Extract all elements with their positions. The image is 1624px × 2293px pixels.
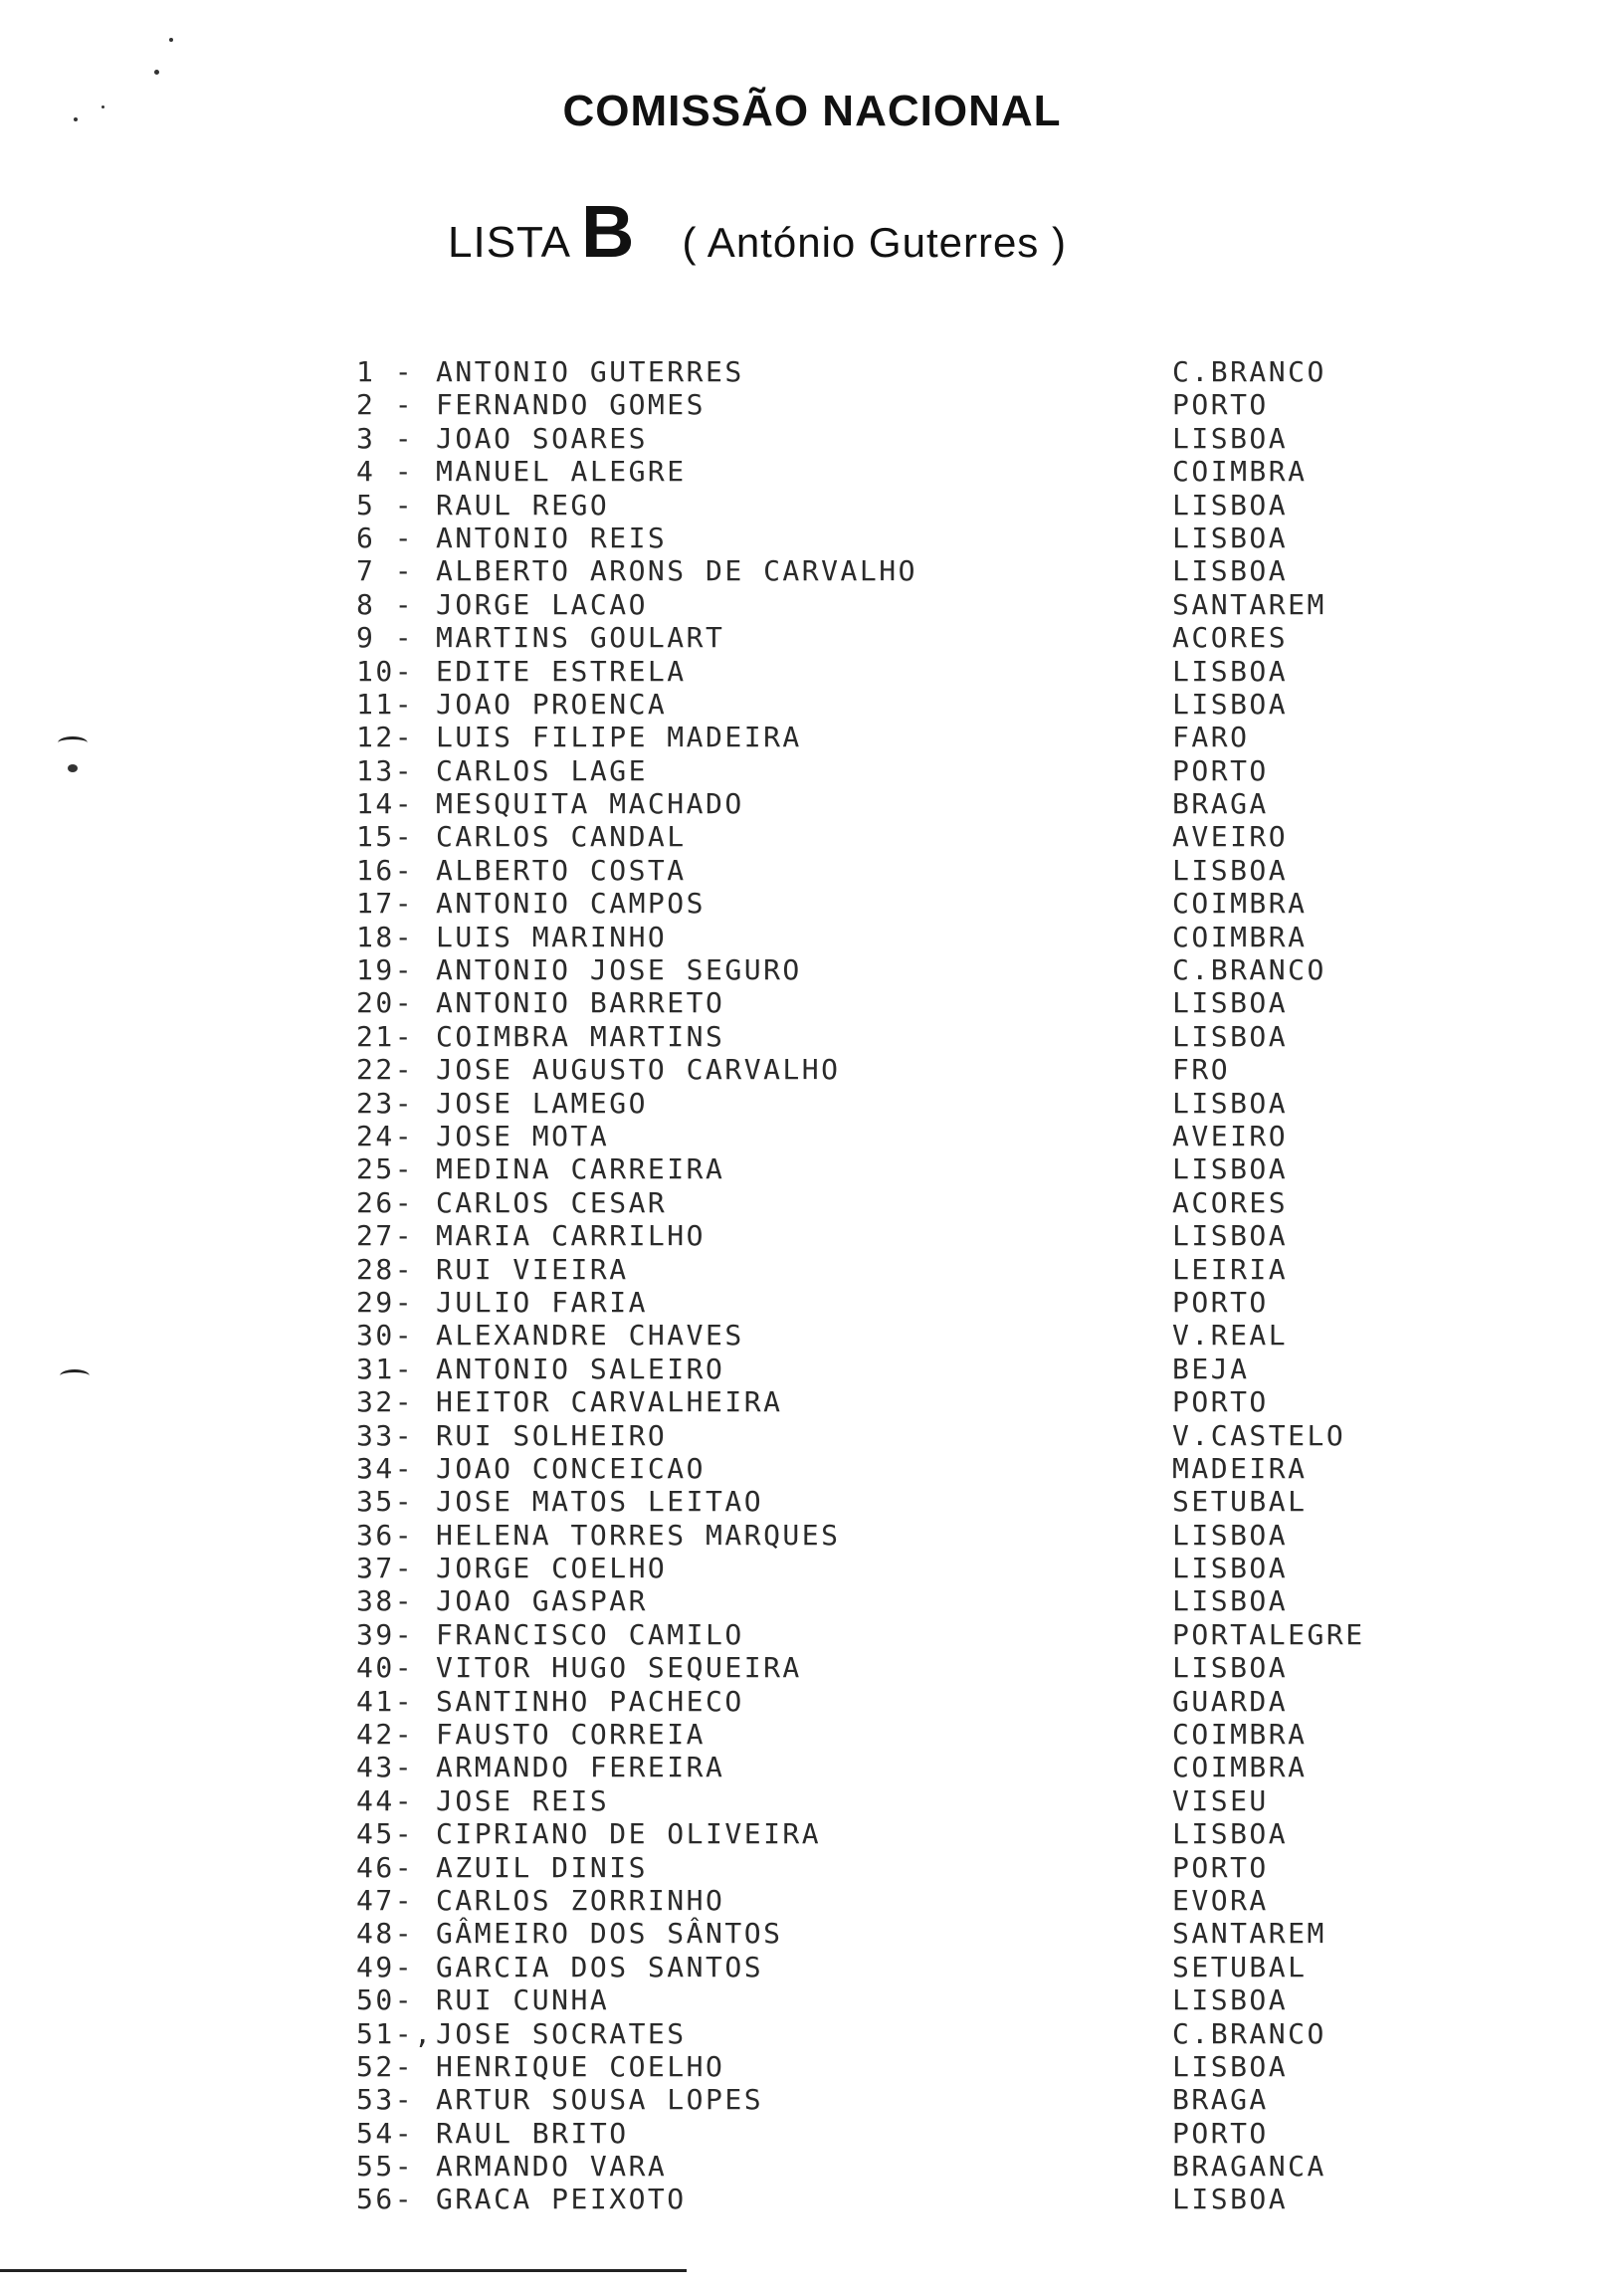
entry-num: 40-: [356, 1651, 415, 1685]
entry-name: JORGE COELHO: [436, 1552, 668, 1585]
entry-name: CARLOS LAGE: [436, 753, 648, 787]
list-item: [356, 1884, 1411, 1917]
entry-num: 37-: [356, 1552, 415, 1585]
entry-num: 12-: [356, 721, 415, 754]
list-item: [356, 1253, 1411, 1286]
entry-place: AVEIRO: [1172, 1119, 1289, 1152]
scan-speck: [68, 764, 78, 772]
entry-place: FRO: [1172, 1053, 1231, 1087]
entry-name: ANTONIO CAMPOS: [436, 887, 707, 921]
entry-place: LEIRIA: [1172, 1252, 1289, 1286]
entry-num: 47-: [356, 1883, 415, 1917]
list-item: [356, 887, 1411, 920]
list-item: [356, 1584, 1411, 1617]
list-item: [356, 986, 1411, 1019]
entry-place: LISBOA: [1172, 554, 1289, 588]
list-item: [356, 554, 1411, 587]
entry-num: 41-: [356, 1684, 415, 1718]
entry-place: LISBOA: [1172, 521, 1289, 554]
entry-name: AZUIL DINIS: [436, 1850, 648, 1884]
entry-name: LUIS MARINHO: [436, 920, 668, 953]
entry-name: ANTONIO SALEIRO: [436, 1352, 725, 1385]
entry-num: 33-: [356, 1418, 415, 1452]
list-item: [356, 1353, 1411, 1385]
entry-place: FARO: [1172, 721, 1250, 754]
list-item: [356, 1120, 1411, 1152]
entry-num: 21-: [356, 1019, 415, 1053]
list-item: [356, 1618, 1411, 1651]
entry-name: MARTINS GOULART: [436, 621, 725, 655]
scan-speck: [154, 70, 159, 75]
entry-num: 45-: [356, 1817, 415, 1851]
entry-name: HENRIQUE COELHO: [436, 2049, 725, 2083]
entry-name: ANTONIO REIS: [436, 521, 668, 554]
entry-name: RUI SOLHEIRO: [436, 1418, 668, 1452]
list-item: [356, 721, 1411, 753]
entry-place: LISBOA: [1172, 1019, 1289, 1053]
entry-name: MESQUITA MACHADO: [436, 787, 744, 821]
list-item: [356, 854, 1411, 887]
entry-place: LISBOA: [1172, 2049, 1289, 2083]
list-item: [356, 2017, 1411, 2050]
entry-num: 35-: [356, 1485, 415, 1519]
list-item: [356, 754, 1411, 787]
entry-name: CARLOS ZORRINHO: [436, 1883, 725, 1917]
list-item: [356, 588, 1411, 621]
entry-num: 18-: [356, 920, 415, 953]
entry-num: 17-: [356, 887, 415, 921]
entry-num: 53-: [356, 2083, 415, 2117]
entry-num: 30-: [356, 1319, 415, 1353]
list-item: [356, 655, 1411, 688]
list-item: [356, 621, 1411, 654]
entry-name: MEDINA CARREIRA: [436, 1152, 725, 1186]
entry-name: CARLOS CESAR: [436, 1185, 668, 1219]
list-item: [356, 787, 1411, 820]
entry-num: 20-: [356, 986, 415, 1020]
entry-place: LISBOA: [1172, 2183, 1289, 2216]
entry-place: COIMBRA: [1172, 887, 1308, 921]
entry-name: SANTINHO PACHECO: [436, 1684, 744, 1718]
entry-num: 6 -: [356, 521, 415, 554]
list-item: [356, 2083, 1411, 2116]
entry-num: 19-: [356, 953, 415, 987]
entry-place: LISBOA: [1172, 1651, 1289, 1685]
list-item: [356, 489, 1411, 521]
entry-num: 8 -: [356, 587, 415, 621]
entry-place: BRAGANCA: [1172, 2150, 1326, 2184]
entry-name: JOSE MOTA: [436, 1119, 610, 1152]
entry-name: RAUL BRITO: [436, 2116, 629, 2150]
list-item: [356, 1651, 1411, 1684]
list-item: [356, 521, 1411, 554]
list-item: [356, 820, 1411, 853]
entry-num: 4 -: [356, 455, 415, 489]
entry-place: LISBOA: [1172, 654, 1289, 688]
entry-num: 15-: [356, 820, 415, 854]
entry-place: SANTAREM: [1172, 1917, 1326, 1951]
entry-place: PORTO: [1172, 1385, 1269, 1419]
entry-num: 11-: [356, 687, 415, 721]
list-item: [356, 422, 1411, 455]
list-item: [356, 1053, 1411, 1086]
entry-name: EDITE ESTRELA: [436, 654, 687, 688]
entry-name: ARMANDO VARA: [436, 2150, 668, 2184]
entry-name: JOAO SOARES: [436, 421, 648, 455]
entry-place: PORTO: [1172, 2116, 1269, 2150]
entry-place: LISBOA: [1172, 853, 1289, 887]
entry-name: JOAO GASPAR: [436, 1584, 648, 1618]
list-item: [356, 1385, 1411, 1418]
entry-num: 44-: [356, 1783, 415, 1817]
entry-name: GARCIA DOS SANTOS: [436, 1950, 764, 1983]
entry-place: COIMBRA: [1172, 455, 1308, 489]
entry-place: SANTAREM: [1172, 587, 1326, 621]
candidate-name: ( António Guterres ): [682, 219, 1067, 266]
entry-place: PORTO: [1172, 388, 1269, 422]
list-item: [356, 1851, 1411, 1884]
entry-num: 49-: [356, 1950, 415, 1983]
entry-place: SETUBAL: [1172, 1485, 1308, 1519]
list-item: [356, 1087, 1411, 1120]
list-item: [356, 1917, 1411, 1950]
list-item: [356, 1485, 1411, 1518]
entry-name: HELENA TORRES MARQUES: [436, 1518, 841, 1552]
entry-place: V.REAL: [1172, 1319, 1289, 1353]
entry-place: C.BRANCO: [1172, 355, 1326, 388]
lista-label: LISTA: [448, 218, 572, 267]
entry-num: 25-: [356, 1152, 415, 1186]
list-item: [356, 1751, 1411, 1783]
entry-place: BRAGA: [1172, 2083, 1269, 2117]
entry-place: SETUBAL: [1172, 1950, 1308, 1983]
entry-num: 27-: [356, 1219, 415, 1253]
entry-place: COIMBRA: [1172, 1718, 1308, 1752]
entry-name: ANTONIO GUTERRES: [436, 355, 744, 388]
entry-place: PORTO: [1172, 1285, 1269, 1319]
list-item: [356, 1286, 1411, 1319]
entry-place: MADEIRA: [1172, 1451, 1308, 1485]
entry-name: FAUSTO CORREIA: [436, 1718, 707, 1752]
list-item: [356, 388, 1411, 421]
entry-num: 55-: [356, 2150, 415, 2184]
entry-name: CIPRIANO DE OLIVEIRA: [436, 1817, 822, 1851]
entry-place: LISBOA: [1172, 1817, 1289, 1851]
entry-num: 23-: [356, 1086, 415, 1120]
entry-num: 9 -: [356, 621, 415, 655]
entry-name: VITOR HUGO SEQUEIRA: [436, 1651, 802, 1685]
entry-name: JOAO CONCEICAO: [436, 1451, 707, 1485]
entry-place: PORTO: [1172, 1850, 1269, 1884]
entry-name: RUI VIEIRA: [436, 1252, 629, 1286]
entry-place: LISBOA: [1172, 1552, 1289, 1585]
entry-num: 54-: [356, 2116, 415, 2150]
entry-name: RUI CUNHA: [436, 1983, 610, 2017]
bottom-rule: [0, 2269, 687, 2272]
entry-place: LISBOA: [1172, 1152, 1289, 1186]
entry-place: LISBOA: [1172, 1983, 1289, 2017]
candidate-list: [356, 355, 1411, 2216]
entry-name: ANTONIO BARRETO: [436, 986, 725, 1020]
list-item: [356, 1983, 1411, 2016]
entry-place: V.CASTELO: [1172, 1418, 1346, 1452]
entry-name: ALBERTO ARONS DE CARVALHO: [436, 554, 917, 588]
entry-num: 7 -: [356, 554, 415, 588]
entry-name: ARMANDO FEREIRA: [436, 1751, 725, 1784]
entry-num: 31-: [356, 1352, 415, 1385]
entry-place: COIMBRA: [1172, 1751, 1308, 1784]
list-item: [356, 1186, 1411, 1219]
entry-place: BRAGA: [1172, 787, 1269, 821]
entry-num: 28-: [356, 1252, 415, 1286]
entry-place: C.BRANCO: [1172, 953, 1326, 987]
entry-place: AVEIRO: [1172, 820, 1289, 854]
entry-name: JOSE REIS: [436, 1783, 610, 1817]
entry-name: LUIS FILIPE MADEIRA: [436, 721, 802, 754]
entry-num: 46-: [356, 1850, 415, 1884]
entry-num: 39-: [356, 1617, 415, 1651]
entry-num: 34-: [356, 1451, 415, 1485]
scan-speck: [169, 38, 173, 42]
entry-name: GÂMEIRO DOS SÂNTOS: [436, 1917, 783, 1951]
entry-place: GUARDA: [1172, 1684, 1289, 1718]
list-item: [356, 1020, 1411, 1053]
list-item: [356, 2150, 1411, 2183]
list-item: [356, 1784, 1411, 1817]
entry-num: 42-: [356, 1718, 415, 1752]
list-subtitle: [448, 189, 1067, 274]
entry-name: ARTUR SOUSA LOPES: [436, 2083, 764, 2117]
entry-num: 29-: [356, 1285, 415, 1319]
entry-name: JOSE LAMEGO: [436, 1086, 648, 1120]
entry-place: PORTALEGRE: [1172, 1617, 1365, 1651]
entry-num: 24-: [356, 1119, 415, 1152]
entry-name: HEITOR CARVALHEIRA: [436, 1385, 783, 1419]
entry-name: CARLOS CANDAL: [436, 820, 687, 854]
list-item: [356, 1718, 1411, 1751]
list-item: [356, 355, 1411, 388]
entry-num: 3 -: [356, 421, 415, 455]
list-item: [356, 1817, 1411, 1850]
list-item: [356, 688, 1411, 721]
list-item: [356, 953, 1411, 986]
entry-name: FERNANDO GOMES: [436, 388, 707, 422]
entry-name: MANUEL ALEGRE: [436, 455, 687, 489]
list-item: [356, 1152, 1411, 1185]
entry-name: JOSE AUGUSTO CARVALHO: [436, 1053, 841, 1087]
entry-place: ACORES: [1172, 1185, 1289, 1219]
page-title: COMISSÃO NACIONAL: [562, 87, 1062, 136]
entry-name: RAUL REGO: [436, 488, 610, 521]
entry-name: GRACA PEIXOTO: [436, 2183, 687, 2216]
entry-num: 2 -: [356, 388, 415, 422]
entry-name: JOSE SOCRATES: [436, 2016, 687, 2050]
entry-num: 10-: [356, 654, 415, 688]
entry-place: ACORES: [1172, 621, 1289, 655]
entry-num: 51-,: [356, 2016, 434, 2050]
entry-name: ALEXANDRE CHAVES: [436, 1319, 744, 1353]
list-item: [356, 921, 1411, 953]
entry-place: LISBOA: [1172, 1584, 1289, 1618]
entry-name: JORGE LACAO: [436, 587, 648, 621]
scan-mark: [58, 736, 88, 749]
entry-place: LISBOA: [1172, 687, 1289, 721]
list-item: [356, 1685, 1411, 1718]
entry-num: 50-: [356, 1983, 415, 2017]
entry-place: BEJA: [1172, 1352, 1250, 1385]
entry-place: LISBOA: [1172, 986, 1289, 1020]
entry-num: 14-: [356, 787, 415, 821]
entry-num: 16-: [356, 853, 415, 887]
list-item: [356, 1951, 1411, 1983]
entry-num: 26-: [356, 1185, 415, 1219]
list-item: [356, 1452, 1411, 1485]
entry-name: MARIA CARRILHO: [436, 1219, 707, 1253]
entry-place: VISEU: [1172, 1783, 1269, 1817]
entry-num: 43-: [356, 1751, 415, 1784]
entry-name: COIMBRA MARTINS: [436, 1019, 725, 1053]
entry-num: 56-: [356, 2183, 415, 2216]
entry-name: JOAO PROENCA: [436, 687, 668, 721]
entry-num: 22-: [356, 1053, 415, 1087]
list-item: [356, 2183, 1411, 2215]
list-item: [356, 1419, 1411, 1452]
entry-num: 13-: [356, 753, 415, 787]
entry-place: LISBOA: [1172, 421, 1289, 455]
entry-num: 36-: [356, 1518, 415, 1552]
list-item: [356, 2050, 1411, 2083]
list-item: [356, 1219, 1411, 1252]
entry-place: LISBOA: [1172, 1219, 1289, 1253]
entry-name: ANTONIO JOSE SEGURO: [436, 953, 802, 987]
entry-place: LISBOA: [1172, 488, 1289, 521]
list-item: [356, 455, 1411, 488]
entry-place: LISBOA: [1172, 1086, 1289, 1120]
entry-num: 32-: [356, 1385, 415, 1419]
list-item: [356, 1519, 1411, 1552]
entry-num: 48-: [356, 1917, 415, 1951]
entry-name: FRANCISCO CAMILO: [436, 1617, 744, 1651]
entry-name: JULIO FARIA: [436, 1285, 648, 1319]
lista-letter: B: [581, 190, 635, 273]
entry-num: 52-: [356, 2049, 415, 2083]
entry-place: LISBOA: [1172, 1518, 1289, 1552]
entry-place: EVORA: [1172, 1883, 1269, 1917]
entry-num: 5 -: [356, 488, 415, 521]
entry-num: 38-: [356, 1584, 415, 1618]
entry-place: PORTO: [1172, 753, 1269, 787]
list-item: [356, 1319, 1411, 1352]
entry-name: ALBERTO COSTA: [436, 853, 687, 887]
entry-place: COIMBRA: [1172, 920, 1308, 953]
scan-mark: [60, 1369, 90, 1382]
list-item: [356, 1552, 1411, 1584]
entry-name: JOSE MATOS LEITAO: [436, 1485, 764, 1519]
list-item: [356, 2117, 1411, 2150]
entry-num: 1 -: [356, 355, 415, 388]
entry-place: C.BRANCO: [1172, 2016, 1326, 2050]
